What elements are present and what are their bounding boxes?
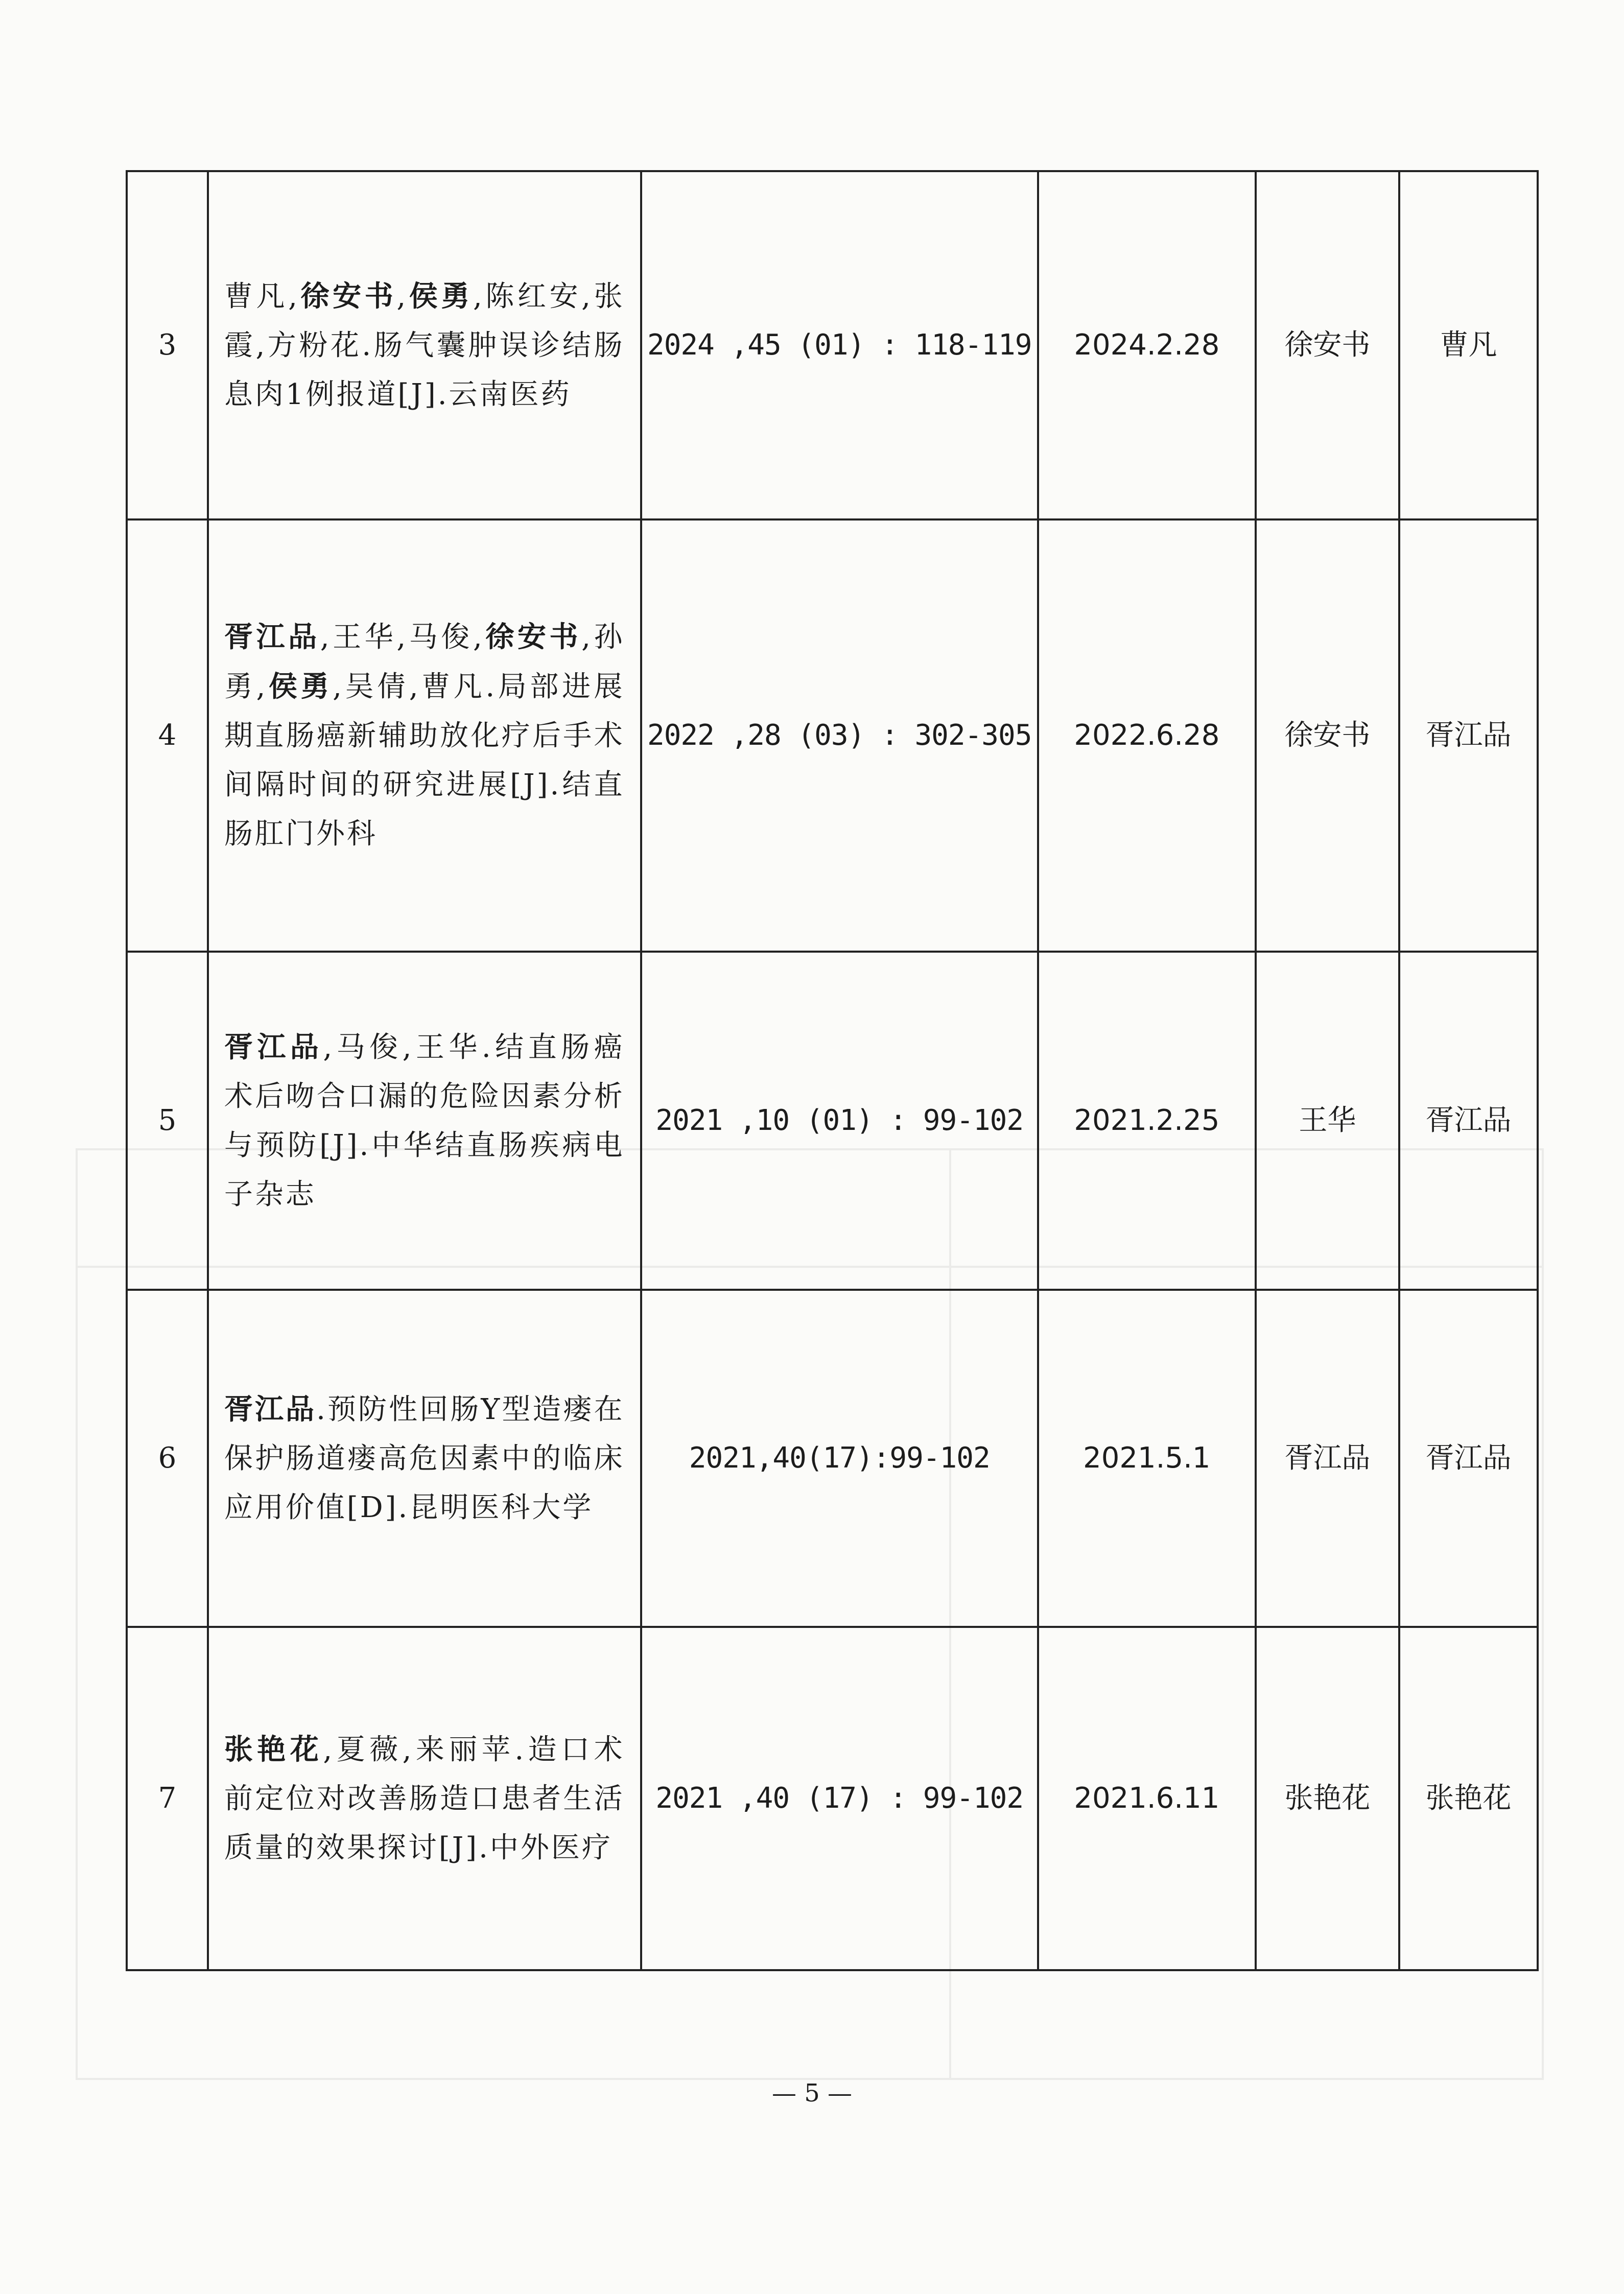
citation-cell: [208, 1627, 641, 1970]
corresponding-author-cell: 胥江品: [1399, 952, 1538, 1290]
citation-text: ,陈红安,张霞,方粉花.肠气囊肿误诊结肠息肉1例报道[J].云南医药: [224, 279, 625, 411]
citation-text: 曹凡,: [224, 279, 299, 313]
first-author-cell: 徐安书: [1256, 171, 1399, 519]
row-index: 7: [127, 1627, 208, 1970]
citation-cell: [208, 519, 641, 952]
publication-table: [126, 170, 1539, 1971]
row-index: 3: [127, 171, 208, 519]
volume-pages-cell: 2021,40(17):99-102: [641, 1290, 1038, 1627]
highlighted-author: 胥江品: [224, 620, 320, 654]
corresponding-author-cell: 曹凡: [1399, 171, 1538, 519]
citation-text: ,孙勇,: [224, 621, 625, 703]
first-author-cell: 徐安书: [1256, 519, 1399, 952]
highlighted-author: 侯勇: [408, 279, 473, 313]
table-row: [127, 1627, 1538, 1970]
corresponding-author-cell: 胥江品: [1399, 519, 1538, 952]
highlighted-author: 张艳花: [224, 1732, 323, 1766]
corresponding-author-cell: 胥江品: [1399, 1290, 1538, 1627]
table-row: [127, 952, 1538, 1290]
citation-cell: [208, 952, 641, 1290]
citation-text: ,吴倩,曹凡.局部进展期直肠癌新辅助放化疗后手术间隔时间的研究进展[J].结直肠肛门外科: [224, 670, 625, 850]
page-number: — 5 —: [771, 2079, 853, 2108]
citation-text: ,: [396, 279, 408, 313]
row-index: 4: [127, 519, 208, 952]
highlighted-author: 徐安书: [484, 620, 582, 654]
pub-date-cell: 2022.6.28: [1038, 519, 1256, 952]
highlighted-author: 胥江品: [224, 1030, 323, 1064]
volume-pages-cell: 2024 ,45 (01) : 118-119: [641, 171, 1038, 519]
table-row: [127, 171, 1538, 519]
highlighted-author: 胥江品: [224, 1392, 317, 1426]
citation-text: ,马俊,王华.结直肠癌术后吻合口漏的危险因素分析与预防[J].中华结直肠疾病电子杂志: [224, 1030, 625, 1211]
first-author-cell: 胥江品: [1256, 1290, 1399, 1627]
pub-date-cell: 2021.5.1: [1038, 1290, 1256, 1627]
highlighted-author: 徐安书: [299, 279, 397, 313]
citation-text: .预防性回肠Y型造瘘在保护肠道瘘高危因素中的临床应用价值[D].昆明医科大学: [224, 1392, 625, 1524]
citation-text: ,夏薇,来丽苹.造口术前定位对改善肠造口患者生活质量的效果探讨[J].中外医疗: [224, 1733, 625, 1864]
citation-cell: [208, 171, 641, 519]
citation-cell: [208, 1290, 641, 1627]
pub-date-cell: 2021.2.25: [1038, 952, 1256, 1290]
pub-date-cell: 2021.6.11: [1038, 1627, 1256, 1970]
citation-text: ,王华,马俊,: [320, 621, 484, 654]
first-author-cell: 张艳花: [1256, 1627, 1399, 1970]
table-row: [127, 1290, 1538, 1627]
row-index: 6: [127, 1290, 208, 1627]
publication-table-body: [127, 171, 1538, 1970]
first-author-cell: 王华: [1256, 952, 1399, 1290]
volume-pages-cell: 2022 ,28 (03) : 302-305: [641, 519, 1038, 952]
corresponding-author-cell: 张艳花: [1399, 1627, 1538, 1970]
row-index: 5: [127, 952, 208, 1290]
highlighted-author: 侯勇: [267, 670, 333, 703]
volume-pages-cell: 2021 ,10 (01) : 99-102: [641, 952, 1038, 1290]
pub-date-cell: 2024.2.28: [1038, 171, 1256, 519]
table-row: [127, 519, 1538, 952]
volume-pages-cell: 2021 ,40 (17) : 99-102: [641, 1627, 1038, 1970]
